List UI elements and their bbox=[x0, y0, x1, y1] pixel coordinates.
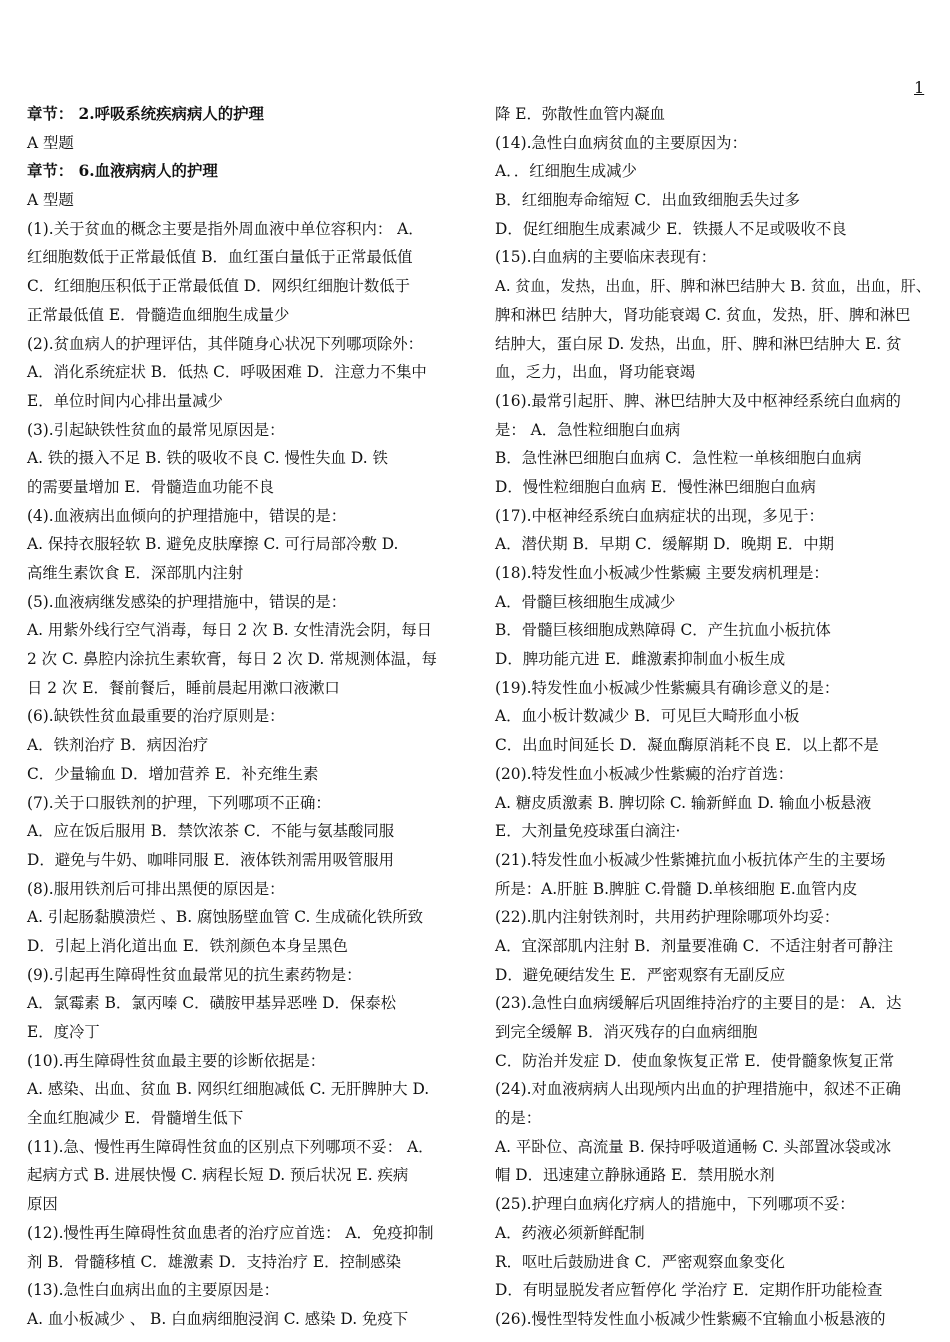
right-text-line: 所是：A.肝脏 B.脾脏 C.骨髓 D.单核细胞 E.血管内皮 bbox=[495, 879, 858, 898]
left-text-line: A. 保持衣服轻软 B. 避免皮肤摩擦 C. 可行局部冷敷 D. bbox=[27, 535, 399, 554]
left-text-line: (6).缺铁性贫血最重要的治疗原则是： bbox=[27, 707, 285, 726]
left-text-line: A．铁剂治疗 B．病因治疗 bbox=[27, 736, 209, 755]
section-heading: 章节： 2.呼吸系统疾病病人的护理 bbox=[27, 105, 264, 123]
right-text-line: (21).特发性血小板减少性紫摊抗血小板抗体产生的主要场 bbox=[495, 850, 886, 869]
right-text-line: D．避免硬结发生 E．严密观察有无副反应 bbox=[495, 965, 786, 984]
section-heading: 章节： 6.血液病病人的护理 bbox=[27, 162, 218, 181]
left-text-line: (5).血液病继发感染的护理措施中，错误的是： bbox=[27, 592, 347, 611]
page-number: 1 bbox=[914, 78, 925, 97]
left-text-line: (7).关于口服铁剂的护理，下列哪项不正确： bbox=[27, 793, 331, 812]
right-text-line: (26).慢性型特发性血小板减少性紫癜不宜输血小板悬液的 bbox=[495, 1309, 886, 1328]
left-text-line: A．消化系统症状 B．低热 C．呼吸困难 D．注意力不集中 bbox=[27, 363, 427, 382]
right-text-line: 脾和淋巴 结肿大，肾功能衰竭 C. 贫血，发热，肝、脾和淋巴 bbox=[495, 305, 911, 324]
right-text-line: A．宜深部肌内注射 B．剂量要准确 C．不适注射者可静注 bbox=[495, 936, 893, 955]
left-text-line: A. 引起肠黏膜溃烂 、B. 腐蚀肠壁血管 C. 生成硫化铁所致 bbox=[27, 908, 423, 927]
left-text-line: (1).关于贫血的概念主要是指外周血液中单位容积内： A． bbox=[27, 219, 424, 238]
right-text-line: D．脾功能亢进 E．雌激素抑制血小板生成 bbox=[495, 650, 786, 669]
right-text-line: (24).对血液病病人出现颅内出血的护理措施中，叙述不正确 bbox=[495, 1080, 901, 1099]
right-text-line: A．潜伏期 B．早期 C．缓解期 D．晚期 E．中期 bbox=[495, 535, 834, 554]
right-text-line: A．．红细胞生成减少 bbox=[495, 162, 637, 181]
left-text-line: A．应在饭后服用 B．禁饮浓茶 C．不能与氨基酸同服 bbox=[27, 822, 395, 841]
left-text-line: A 型题 bbox=[27, 191, 74, 210]
right-text-line: 结肿大，蛋白尿 D. 发热，出血，肝、脾和淋巴结肿大 E. 贫 bbox=[495, 334, 902, 353]
left-column bbox=[27, 100, 463, 1334]
right-text-line: (15).白血病的主要临床表现有： bbox=[495, 248, 717, 267]
left-text-line: 原因 bbox=[27, 1195, 58, 1214]
right-text-line: D．有明显脱发者应暂停化 学治疗 E．定期作肝功能检查 bbox=[495, 1281, 883, 1300]
left-text-line: (10).再生障碍性贫血最主要的诊断依据是： bbox=[27, 1051, 326, 1070]
right-text-line: (20).特发性血小板减少性紫癜的治疗首选： bbox=[495, 764, 794, 783]
left-text-line: A. 用紫外线行空气消毒，每日 2 次 B. 女性清洗会阴，每日 bbox=[27, 621, 433, 640]
left-text-line: A. 血小板减少 、 B. 白血病细胞浸润 C. 感染 D. 免疫下 bbox=[27, 1309, 409, 1328]
left-text-line: A. 感染、出血、贫血 B. 网织红细胞减低 C. 无肝脾肿大 D. bbox=[27, 1080, 430, 1099]
right-text-line: B．急性淋巴细胞白血病 C．急性粒一单核细胞白血病 bbox=[495, 449, 862, 468]
right-text-line: (16).最常引起肝、脾、淋巴结肿大及中枢神经系统白血病的 bbox=[495, 391, 901, 410]
right-text-line: E．大剂量免疫球蛋白滴注· bbox=[495, 822, 681, 841]
right-text-line: (14).急性白血病贫血的主要原因为： bbox=[495, 133, 747, 152]
left-text-line: D．引起上消化道出血 E．铁剂颜色本身呈黑色 bbox=[27, 936, 348, 955]
right-text-line: A．血小板计数减少 B．可见巨大畸形血小板 bbox=[495, 707, 800, 726]
right-text-line: (22).肌内注射铁剂时，共用药护理除哪项外均妥： bbox=[495, 908, 840, 927]
left-text-line: 全血红胞减少 E．骨髓增生低下 bbox=[27, 1109, 244, 1128]
left-text-line: 日 2 次 E．餐前餐后，睡前晨起用漱口液漱口 bbox=[27, 678, 340, 697]
left-text-line: 高维生素饮食 E．深部肌内注射 bbox=[27, 564, 244, 582]
left-text-line: (8).服用铁剂后可排出黑便的原因是： bbox=[27, 879, 285, 898]
right-text-line: 到完全缓解 B．消灭残存的白血病细胞 bbox=[495, 1023, 758, 1041]
left-text-line: (11).急、慢性再生障碍性贫血的区别点下列哪项不妥： A． bbox=[27, 1137, 434, 1156]
left-text-line: C．红细胞压积低于正常最低值 D．网织红细胞计数低于 bbox=[27, 277, 410, 296]
right-text-line: A. 贫血，发热，出血，肝、脾和淋巴结肿大 B. 贫血，出血，肝、 bbox=[495, 277, 931, 296]
right-text-line: A. 平卧位、高流量 B. 保持呼吸道通畅 C. 头部置冰袋或冰 bbox=[495, 1137, 891, 1156]
right-text-line: D．促红细胞生成素减少 E．铁摄人不足或吸收不良 bbox=[495, 219, 847, 238]
right-text-line: 是： A．急性粒细胞白血病 bbox=[495, 420, 681, 439]
right-text-line: A．骨髓巨核细胞生成减少 bbox=[495, 592, 676, 611]
right-text-line: B．骨髓巨核细胞成熟障碍 C．产生抗血小板抗体 bbox=[495, 621, 831, 640]
right-text-line: D．慢性粒细胞白血病 E．慢性淋巴细胞白血病 bbox=[495, 477, 816, 496]
left-text-line: A 型题 bbox=[27, 133, 74, 152]
right-text-line: A. 糖皮质激素 B. 脾切除 C. 输新鲜血 D. 输血小板悬液 bbox=[495, 793, 872, 812]
left-text-line: (2).贫血病人的护理评估，其伴随身心状况下列哪项除外： bbox=[27, 334, 424, 353]
right-text-line: (18).特发性血小板减少性紫癜 主要发病机理是： bbox=[495, 564, 829, 582]
left-text-line: E．度冷丁 bbox=[27, 1023, 100, 1041]
right-text-line: C．防治并发症 D．使血象恢复正常 E．使骨髓象恢复正常 bbox=[495, 1051, 895, 1070]
left-text-line: 2 次 C. 鼻腔内涂抗生素软膏，每日 2 次 D. 常规测体温，每 bbox=[27, 650, 437, 669]
left-text-line: D．避免与牛奶、咖啡同服 E．液体铁剂需用吸管服用 bbox=[27, 850, 395, 869]
left-text-line: E．单位时间内心排出量减少 bbox=[27, 391, 223, 410]
right-text-line: 帽 D．迅速建立静脉通路 E．禁用脱水剂 bbox=[495, 1166, 775, 1185]
right-text-line: (25).护理白血病化疗病人的措施中，下列哪项不妥： bbox=[495, 1195, 855, 1214]
left-text-line: (12).慢性再生障碍性贫血患者的治疗应首选： A．免疫抑制 bbox=[27, 1223, 434, 1242]
left-text-line: (13).急性白血病出血的主要原因是： bbox=[27, 1281, 279, 1300]
right-text-line: B．红细胞寿命缩短 C．出血致细胞丢失过多 bbox=[495, 191, 801, 210]
left-text-line: (9).引起再生障碍性贫血最常见的抗生素药物是： bbox=[27, 965, 362, 984]
left-text-line: C．少量输血 D．增加营养 E．补充维生素 bbox=[27, 764, 319, 783]
left-text-line: 的需要量增加 E．骨髓造血功能不良 bbox=[27, 477, 274, 496]
left-text-line: 正常最低值 E．骨髓造血细胞生成量少 bbox=[27, 305, 290, 324]
right-text-line: (23).急性白血病缓解后巩固维持治疗的主要目的是： A．达 bbox=[495, 994, 902, 1013]
left-text-line: (3).引起缺铁性贫血的最常见原因是： bbox=[27, 420, 285, 439]
right-text-line: 血，乏力，出血，肾功能衰竭 bbox=[495, 363, 696, 382]
right-text-line: R．呕吐后鼓励进食 C．严密观察血象变化 bbox=[495, 1252, 785, 1271]
right-text-line: (17).中枢神经系统白血病症状的出现，多见于： bbox=[495, 506, 824, 525]
right-column bbox=[495, 100, 935, 1334]
left-text-line: (4).血液病出血倾向的护理措施中，错误的是： bbox=[27, 506, 347, 525]
right-text-line: (19).特发性血小板减少性紫癜具有确诊意义的是： bbox=[495, 678, 840, 697]
left-text-line: 起病方式 B. 进展快慢 C. 病程长短 D. 预后状况 E. 疾病 bbox=[27, 1166, 409, 1185]
right-text-line: A．药液必须新鲜配制 bbox=[495, 1223, 645, 1242]
left-text-line: A. 铁的摄入不足 B. 铁的吸收不良 C. 慢性失血 D. 铁 bbox=[27, 449, 388, 468]
right-text-line: 降 E．弥散性血管内凝血 bbox=[495, 105, 666, 123]
left-text-line: 红细胞数低于正常最低值 B．血红蛋白量低于正常最低值 bbox=[27, 248, 413, 267]
right-text-line: C．出血时间延长 D．凝血酶原消耗不良 E．以上都不是 bbox=[495, 736, 879, 755]
left-text-line: 剂 B．骨髓移植 C．雄激素 D．支持治疗 E．控制感染 bbox=[27, 1252, 402, 1271]
right-text-line: 的是： bbox=[495, 1109, 542, 1128]
left-text-line: A．氯霉素 B．氯丙嗪 C．磺胺甲基异恶唑 D．保泰松 bbox=[27, 994, 397, 1013]
